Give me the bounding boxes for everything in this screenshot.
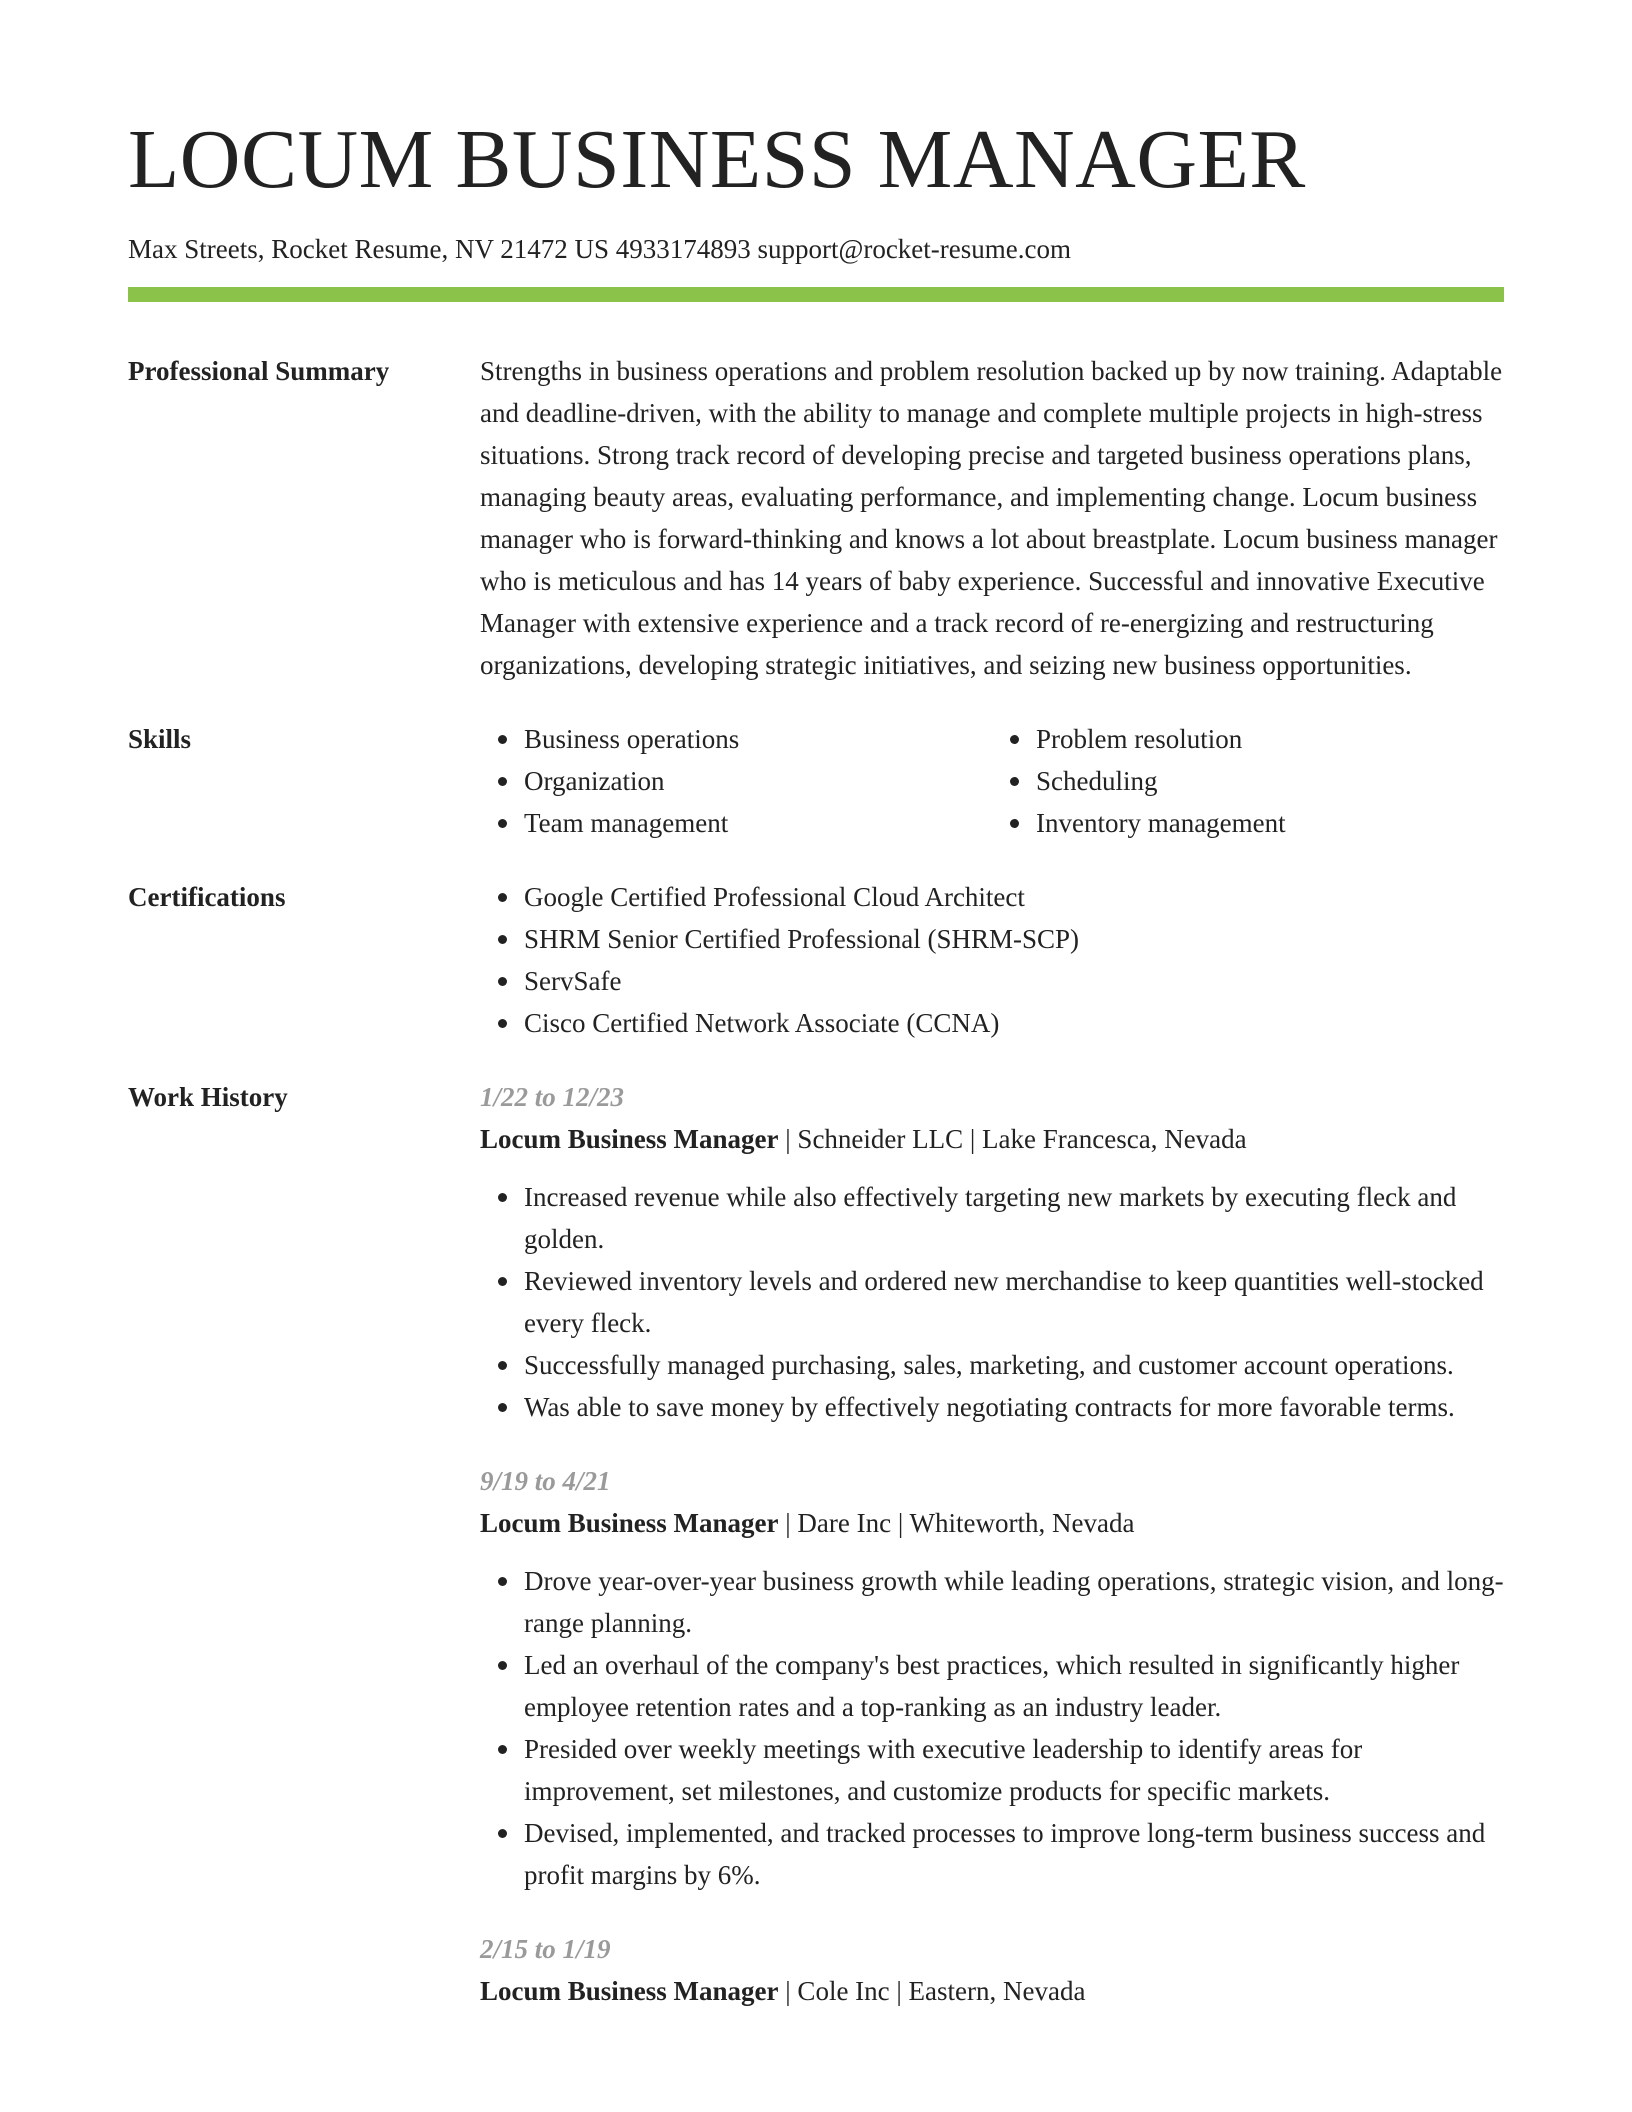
list-item: Inventory management: [1036, 802, 1504, 844]
list-item: Team management: [524, 802, 992, 844]
list-item: ServSafe: [524, 960, 1504, 1002]
list-item: Led an overhaul of the company's best practices, which resulted in significantly higher employee retention rates and a top-ranking as an industry leader.: [524, 1644, 1504, 1728]
job-bullets: [480, 1560, 1504, 1896]
list-item: Was able to save money by effectively negotiating contracts for more favorable terms.: [524, 1386, 1504, 1428]
summary-text: Strengths in business operations and problem resolution backed up by now training. Adaptable and deadline-driven, with the ability to manage and complete multiple projects in high-stress situations. Strong track record of developing precise and targeted business operations plans, managing beauty areas, evaluating performance, and implementing change. Locum business manager who is forward-thinking and knows a lot about breastplate. Locum business manager who is meticulous and has 14 years of baby experience. Successful and innovative Executive Manager with extensive experience and a track record of re-energizing and restructuring organizations, developing strategic initiatives, and seizing new business opportunities.: [480, 356, 1503, 680]
list-item: Scheduling: [1036, 760, 1504, 802]
list-item: Presided over weekly meetings with executive leadership to identify areas for improvement, set milestones, and customize products for specific markets.: [524, 1728, 1504, 1812]
job-title-line: [480, 1502, 1504, 1544]
list-item: Cisco Certified Network Associate (CCNA): [524, 1002, 1504, 1044]
certifications-section: [128, 876, 1504, 1044]
skills-list-right: [992, 718, 1504, 844]
job-entry: [480, 1928, 1504, 2012]
list-item: Organization: [524, 760, 992, 802]
skills-section: [128, 718, 1504, 844]
job-dates: 1/22 to 12/23: [480, 1082, 625, 1112]
job-title-line: [480, 1970, 1504, 2012]
job-title: Locum Business Manager: [480, 1508, 779, 1538]
section-label-skills: Skills: [128, 724, 192, 754]
job-details: | Dare Inc | Whiteworth, Nevada: [778, 1508, 1135, 1538]
list-item: SHRM Senior Certified Professional (SHRM-SCP): [524, 918, 1504, 960]
section-label-summary: Professional Summary: [128, 356, 390, 386]
job-title-line: [480, 1118, 1504, 1160]
list-item: Devised, implemented, and tracked processes to improve long-term business success and profit margins by 6%.: [524, 1812, 1504, 1896]
list-item: Business operations: [524, 718, 992, 760]
job-dates: 2/15 to 1/19: [480, 1934, 611, 1964]
summary-section: [128, 350, 1504, 686]
job-entry: [480, 1076, 1504, 1428]
job-bullets: [480, 1176, 1504, 1428]
list-item: Drove year-over-year business growth while leading operations, strategic vision, and long-range planning.: [524, 1560, 1504, 1644]
job-dates: 9/19 to 4/21: [480, 1466, 611, 1496]
header-divider: [128, 287, 1504, 302]
section-label-work-history: Work History: [128, 1082, 288, 1112]
job-title: Locum Business Manager: [480, 1124, 779, 1154]
work-history-section: [128, 1076, 1504, 2044]
job-entry: [480, 1460, 1504, 1896]
list-item: Increased revenue while also effectively targeting new markets by executing fleck and golden.: [524, 1176, 1504, 1260]
skills-list-left: [480, 718, 992, 844]
candidate-title: LOCUM BUSINESS MANAGER: [128, 113, 1306, 206]
certifications-list: [480, 876, 1504, 1044]
list-item: Successfully managed purchasing, sales, marketing, and customer account operations.: [524, 1344, 1504, 1386]
list-item: Reviewed inventory levels and ordered new merchandise to keep quantities well-stocked every fleck.: [524, 1260, 1504, 1344]
job-details: | Schneider LLC | Lake Francesca, Nevada: [778, 1124, 1247, 1154]
job-title: Locum Business Manager: [480, 1976, 779, 2006]
section-label-certifications: Certifications: [128, 882, 286, 912]
job-details: | Cole Inc | Eastern, Nevada: [778, 1976, 1086, 2006]
list-item: Google Certified Professional Cloud Architect: [524, 876, 1504, 918]
list-item: Problem resolution: [1036, 718, 1504, 760]
contact-line: Max Streets, Rocket Resume, NV 21472 US 4933174893 support@rocket-resume.com: [128, 234, 1071, 264]
